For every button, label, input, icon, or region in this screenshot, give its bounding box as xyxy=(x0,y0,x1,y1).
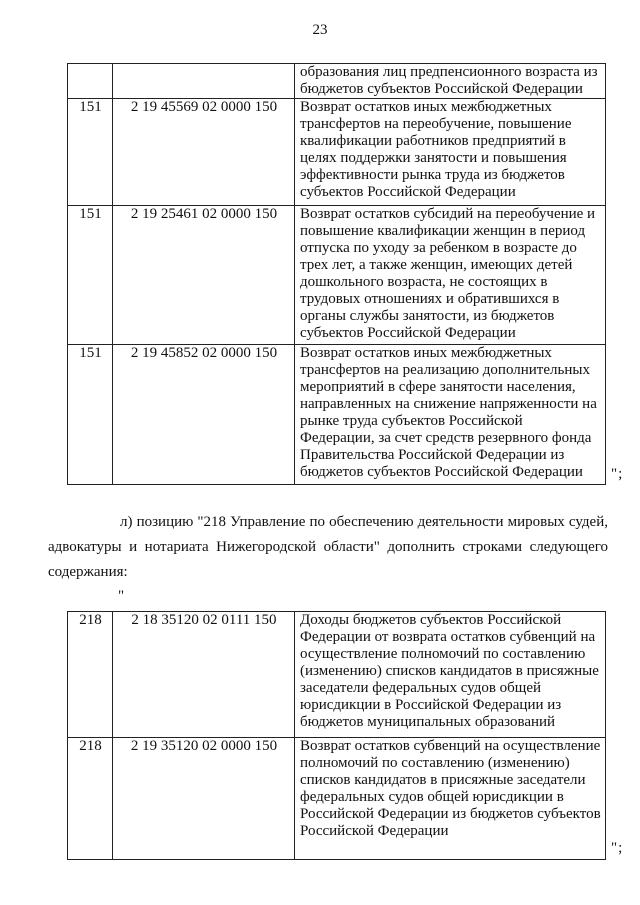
description-cell: образования лиц предпенсионного возраста из бюджетов субъектов Российской Федерации xyxy=(295,64,606,99)
opening-quote: " xyxy=(118,588,125,604)
description-cell: Возврат остатков субвенций на осуществление полномочий по составлению (изменению) списков кандидатов в присяжные заседатели федеральных судов общей юрисдикции в Российской Федерации из бюджетов субъектов Российской Федерации xyxy=(295,738,606,860)
amendment-text: л) позицию "218 Управление по обеспечению деятельности мировых судей, адвокатуры и нотариата Нижегородской области" дополнить строками следующего содержания: xyxy=(48,514,608,580)
code-cell xyxy=(113,64,295,99)
chapter-cell: 218 xyxy=(68,612,113,738)
table-row xyxy=(68,99,606,206)
code-cell: 2 19 45852 02 0000 150 xyxy=(113,345,295,485)
table-row xyxy=(68,738,606,860)
description-cell: Возврат остатков субсидий на переобучение и повышение квалификации женщин в период отпуска по уходу за ребенком в возрасте до трех лет, а также женщин, имеющих детей дошкольного возраста, не состоящих в трудовых отношениях и обратившихся в органы службы занятости, из бюджетов субъектов Российской Федерации xyxy=(295,206,606,345)
table-row xyxy=(68,612,606,738)
chapter-cell: 151 xyxy=(68,206,113,345)
code-cell: 2 19 35120 02 0000 150 xyxy=(113,738,295,860)
chapter-cell: 151 xyxy=(68,99,113,206)
code-cell: 2 19 45569 02 0000 150 xyxy=(113,99,295,206)
description-cell: Возврат остатков иных межбюджетных трансфертов на переобучение, повышение квалификации работников предприятий в целях поддержки занятости и повышения эффективности рынка труда из бюджетов субъектов Российской Федерации xyxy=(295,99,606,206)
description-cell: Возврат остатков иных межбюджетных трансфертов на реализацию дополнительных мероприятий в сфере занятости населения, направленных на снижение напряженности на рынке труда субъектов Российской Федерации, за счет средств резервного фонда Правительства Российской Федерации из бюджетов субъектов Российской Федерации xyxy=(295,345,606,485)
table-budget-codes-218 xyxy=(67,611,606,860)
closing-quote: "; xyxy=(611,466,624,482)
chapter-cell: 218 xyxy=(68,738,113,860)
page-number: 23 xyxy=(312,22,328,38)
closing-quote: "; xyxy=(611,840,624,856)
table-row xyxy=(68,206,606,345)
code-cell: 2 19 25461 02 0000 150 xyxy=(113,206,295,345)
chapter-cell: 151 xyxy=(68,345,113,485)
amendment-paragraph xyxy=(48,510,608,585)
table-row xyxy=(68,64,606,99)
table-budget-codes-151 xyxy=(67,63,606,485)
description-cell: Доходы бюджетов субъектов Российской Федерации от возврата остатков субвенций на осуществление полномочий по составлению (изменению) списков кандидатов в присяжные заседатели федеральных судов общей юрисдикции в Российской Федерации из бюджетов муниципальных образований xyxy=(295,612,606,738)
code-cell: 2 18 35120 02 0111 150 xyxy=(113,612,295,738)
table-row xyxy=(68,345,606,485)
chapter-cell xyxy=(68,64,113,99)
